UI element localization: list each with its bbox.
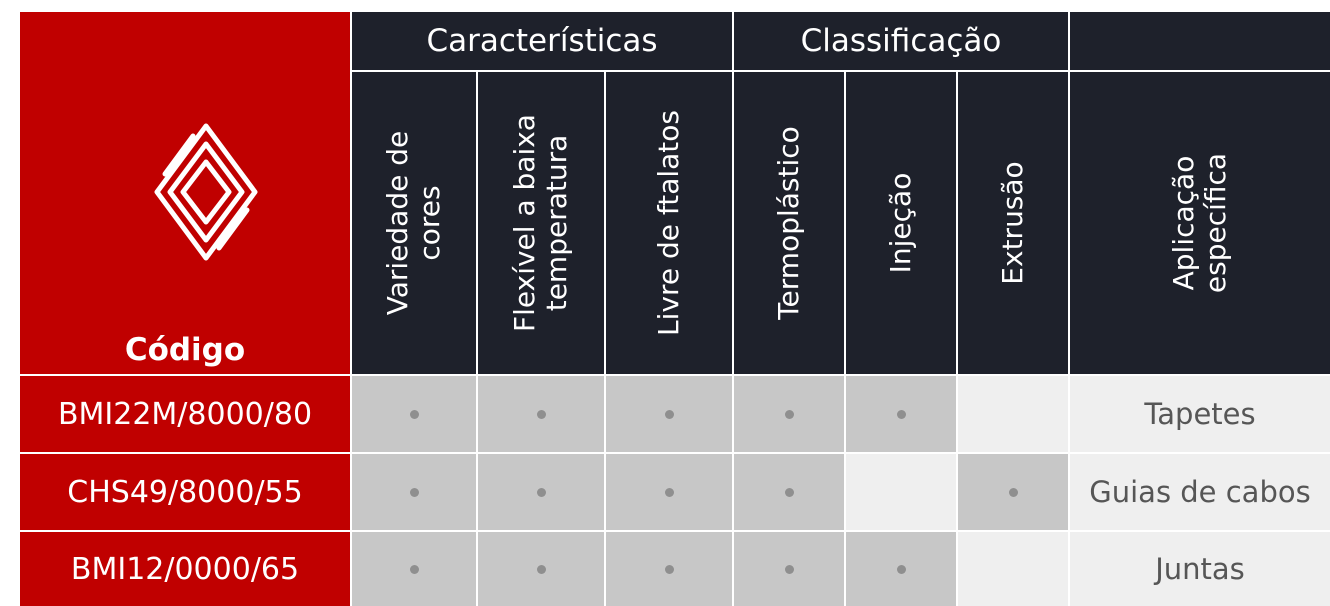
- column-header-injecao: [846, 72, 956, 374]
- bullet-dot-icon: [410, 488, 419, 497]
- column-header-label: Injeção: [883, 172, 917, 274]
- column-header-aplicacao-especifica: [1070, 72, 1330, 374]
- bullet-dot-icon: [537, 410, 546, 419]
- bullet-dot-icon: [785, 488, 794, 497]
- bullet-dot-icon: [537, 565, 546, 574]
- mark-cell: [606, 532, 732, 606]
- mark-cell: [606, 376, 732, 452]
- mark-cell: [958, 532, 1068, 606]
- mark-cell: [352, 454, 476, 530]
- bullet-dot-icon: [785, 565, 794, 574]
- bullet-dot-icon: [537, 488, 546, 497]
- bullet-dot-icon: [897, 565, 906, 574]
- mark-cell: [846, 376, 956, 452]
- column-header-label: Variedade de cores: [380, 130, 446, 316]
- mark-cell: [958, 376, 1068, 452]
- mark-cell: [734, 454, 844, 530]
- mark-cell: [846, 532, 956, 606]
- column-header-label: Termoplástico: [771, 126, 805, 320]
- group-header-classificacao: Classificação: [734, 12, 1068, 70]
- brand-logo-icon: [151, 122, 261, 262]
- group-header-blank: [1070, 12, 1330, 70]
- code-header-cell: [20, 12, 350, 374]
- bullet-dot-icon: [1009, 488, 1018, 497]
- column-header-label: Flexível a baixa temperatura: [507, 114, 573, 332]
- mark-cell: [734, 532, 844, 606]
- row-code-cell: CHS49/8000/55: [20, 454, 350, 530]
- row-application-cell: Guias de cabos: [1070, 454, 1330, 530]
- mark-cell: [846, 454, 956, 530]
- row-code-cell: BMI12/0000/65: [20, 532, 350, 606]
- column-header-livre-de-ftalatos: [606, 72, 732, 374]
- column-header-flexivel: [478, 72, 604, 374]
- row-application-cell: Juntas: [1070, 532, 1330, 606]
- mark-cell: [478, 454, 604, 530]
- column-header-label: Extrusão: [995, 161, 1029, 285]
- group-header-caracteristicas: Características: [352, 12, 732, 70]
- bullet-dot-icon: [410, 565, 419, 574]
- mark-cell: [958, 454, 1068, 530]
- column-header-label: Aplicação específica: [1166, 152, 1232, 294]
- column-header-variedade-de-cores: [352, 72, 476, 374]
- bullet-dot-icon: [665, 410, 674, 419]
- bullet-dot-icon: [785, 410, 794, 419]
- mark-cell: [734, 376, 844, 452]
- mark-cell: [352, 532, 476, 606]
- bullet-dot-icon: [897, 410, 906, 419]
- code-column-label: Código: [124, 332, 246, 368]
- column-header-extrusao: [958, 72, 1068, 374]
- column-header-label: Livre de ftalatos: [651, 109, 685, 337]
- column-header-termoplastico: [734, 72, 844, 374]
- bullet-dot-icon: [665, 488, 674, 497]
- row-code-cell: BMI22M/8000/80: [20, 376, 350, 452]
- mark-cell: [478, 376, 604, 452]
- mark-cell: [478, 532, 604, 606]
- mark-cell: [352, 376, 476, 452]
- bullet-dot-icon: [410, 410, 419, 419]
- mark-cell: [606, 454, 732, 530]
- bullet-dot-icon: [665, 565, 674, 574]
- row-application-cell: Tapetes: [1070, 376, 1330, 452]
